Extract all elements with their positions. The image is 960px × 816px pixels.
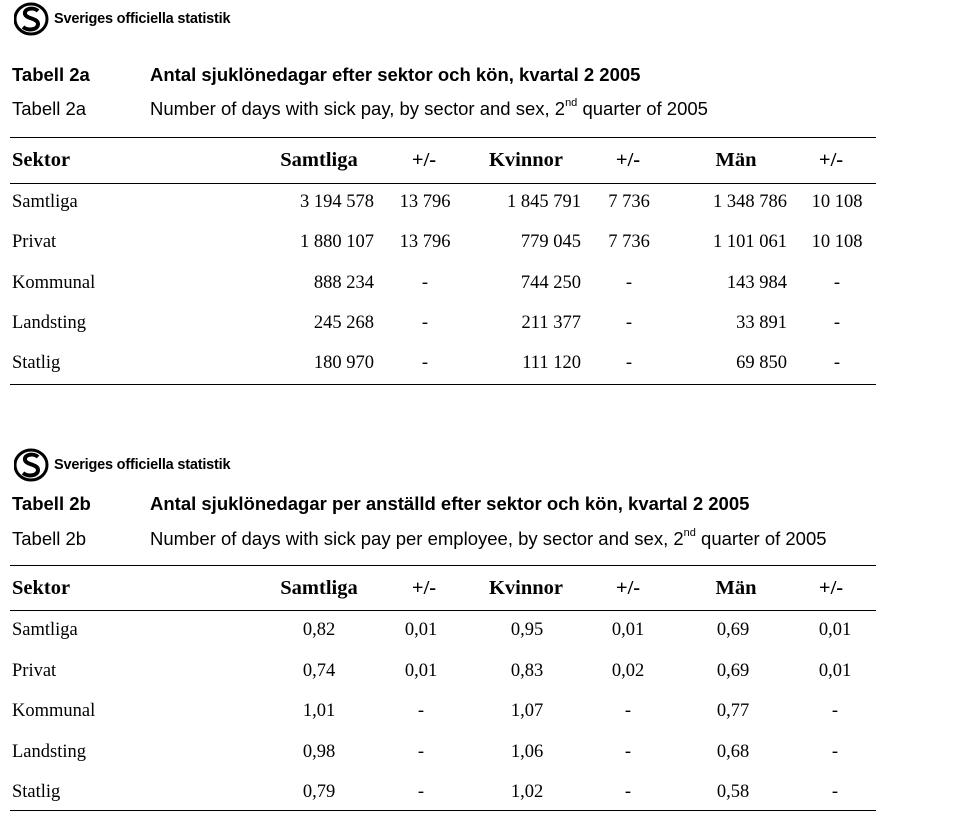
header-change: +/- <box>411 577 437 599</box>
cell-kvinnor: 1 845 791 <box>507 192 581 212</box>
cell-kvinnor: 0,83 <box>510 660 544 681</box>
table-b-id-sv: Tabell 2b <box>12 493 91 514</box>
cell-sektor: Landsting <box>12 312 86 333</box>
cell-kvinnor: 1,02 <box>510 782 544 802</box>
cell-change: 7 736 <box>608 192 650 212</box>
cell-sektor: Samtliga <box>12 192 78 212</box>
cell-samtliga: 888 234 <box>313 272 374 293</box>
header-man: Män <box>715 149 757 171</box>
cell-kvinnor: 1,07 <box>510 701 544 721</box>
cell-man: 0,58 <box>716 782 750 802</box>
header-samtliga: Samtliga <box>280 149 358 171</box>
cell-change: - <box>417 701 425 721</box>
cell-samtliga: 0,82 <box>302 620 336 640</box>
cell-kvinnor: 779 045 <box>520 232 581 253</box>
table-a-id-sv: Tabell 2a <box>12 64 90 85</box>
cell-kvinnor: 211 377 <box>521 312 581 333</box>
cell-samtliga: 1 880 107 <box>300 232 374 253</box>
cell-samtliga: 0,79 <box>302 782 336 802</box>
logo-text: Sveriges officiella statistik <box>54 11 231 27</box>
cell-change: - <box>417 741 425 762</box>
header-change: +/- <box>818 577 844 599</box>
cell-sektor: Kommunal <box>12 701 96 721</box>
table-b-id-en: Tabell 2b <box>12 528 87 549</box>
table-b-bottom-rule <box>10 810 876 811</box>
table-b-top-rule <box>10 565 876 566</box>
scb-logo-icon <box>14 2 50 36</box>
cell-man: 0,77 <box>716 701 750 721</box>
cell-change: 0,02 <box>611 660 645 681</box>
cell-sektor: Kommunal <box>12 272 96 293</box>
header-sektor: Sektor <box>12 577 71 599</box>
cell-samtliga: 180 970 <box>313 353 374 374</box>
scb-logo <box>14 448 230 482</box>
cell-change: - <box>625 272 633 293</box>
cell-sektor: Landsting <box>12 741 86 762</box>
cell-kvinnor: 1,06 <box>510 741 544 762</box>
table-a-bottom-rule <box>10 384 876 385</box>
cell-kvinnor: 111 120 <box>522 353 581 374</box>
cell-kvinnor: 0,95 <box>510 620 544 640</box>
header-change: +/- <box>615 149 641 171</box>
cell-change: 10 108 <box>811 232 863 253</box>
cell-change: - <box>624 782 632 802</box>
scb-logo <box>14 2 230 36</box>
cell-kvinnor: 744 250 <box>520 272 581 293</box>
header-change: +/- <box>411 149 437 171</box>
cell-change: - <box>421 312 429 333</box>
cell-sektor: Privat <box>12 660 57 681</box>
cell-sektor: Privat <box>12 232 57 253</box>
header-change: +/- <box>818 149 844 171</box>
table-a-top-rule <box>10 137 876 138</box>
cell-change: - <box>624 701 632 721</box>
cell-change: - <box>625 353 633 374</box>
cell-samtliga: 3 194 578 <box>300 192 374 212</box>
header-kvinnor: Kvinnor <box>488 149 564 171</box>
header-samtliga: Samtliga <box>280 577 358 599</box>
cell-samtliga: 245 268 <box>313 312 374 333</box>
cell-sektor: Statlig <box>12 782 61 802</box>
cell-change: - <box>833 272 841 293</box>
header-kvinnor: Kvinnor <box>488 577 564 599</box>
cell-change: 0,01 <box>404 620 438 640</box>
table-b-title-en: Number of days with sick pay per employee, by sector and sex, 2nd quarter of 2005 <box>150 527 827 549</box>
table-a-title-sv: Antal sjuklönedagar efter sektor och kön, kvartal 2 2005 <box>150 64 641 85</box>
cell-samtliga: 0,98 <box>302 741 336 762</box>
cell-samtliga: 1,01 <box>302 701 336 721</box>
table-b-title-sv: Antal sjuklönedagar per anställd efter sektor och kön, kvartal 2 2005 <box>150 493 750 514</box>
cell-change: - <box>421 272 429 293</box>
cell-change: - <box>833 353 841 374</box>
cell-man: 1 101 061 <box>713 232 787 253</box>
cell-sektor: Samtliga <box>12 620 78 640</box>
table-a-id-en: Tabell 2a <box>12 98 87 119</box>
cell-change: - <box>831 782 839 802</box>
cell-change: 13 796 <box>399 232 451 253</box>
cell-change: 7 736 <box>608 232 650 253</box>
cell-man: 1 348 786 <box>713 192 787 212</box>
table-a-title-en: Number of days with sick pay, by sector and sex, 2nd quarter of 2005 <box>150 97 708 119</box>
cell-samtliga: 0,74 <box>302 660 336 681</box>
cell-change: 13 796 <box>399 192 451 212</box>
table-a-header-rule <box>10 183 876 184</box>
table-b-header-rule <box>10 610 876 611</box>
cell-change: - <box>831 701 839 721</box>
cell-man: 0,69 <box>716 620 750 640</box>
cell-sektor: Statlig <box>12 353 61 374</box>
cell-man: 143 984 <box>726 272 787 293</box>
header-change: +/- <box>615 577 641 599</box>
cell-change: - <box>624 741 632 762</box>
cell-change: - <box>417 782 425 802</box>
cell-man: 69 850 <box>736 353 787 374</box>
cell-man: 33 891 <box>736 312 787 333</box>
cell-change: - <box>831 741 839 762</box>
cell-change: - <box>625 312 633 333</box>
header-sektor: Sektor <box>12 149 71 171</box>
cell-change: 10 108 <box>811 192 863 212</box>
cell-change: - <box>833 312 841 333</box>
cell-change: - <box>421 353 429 374</box>
scb-logo-icon <box>14 448 50 482</box>
logo-text: Sveriges officiella statistik <box>54 457 231 473</box>
cell-change: 0,01 <box>818 620 852 640</box>
cell-change: 0,01 <box>818 660 852 681</box>
cell-change: 0,01 <box>404 660 438 681</box>
cell-man: 0,68 <box>716 741 750 762</box>
header-man: Män <box>715 577 757 599</box>
cell-change: 0,01 <box>611 620 645 640</box>
cell-man: 0,69 <box>716 660 750 681</box>
